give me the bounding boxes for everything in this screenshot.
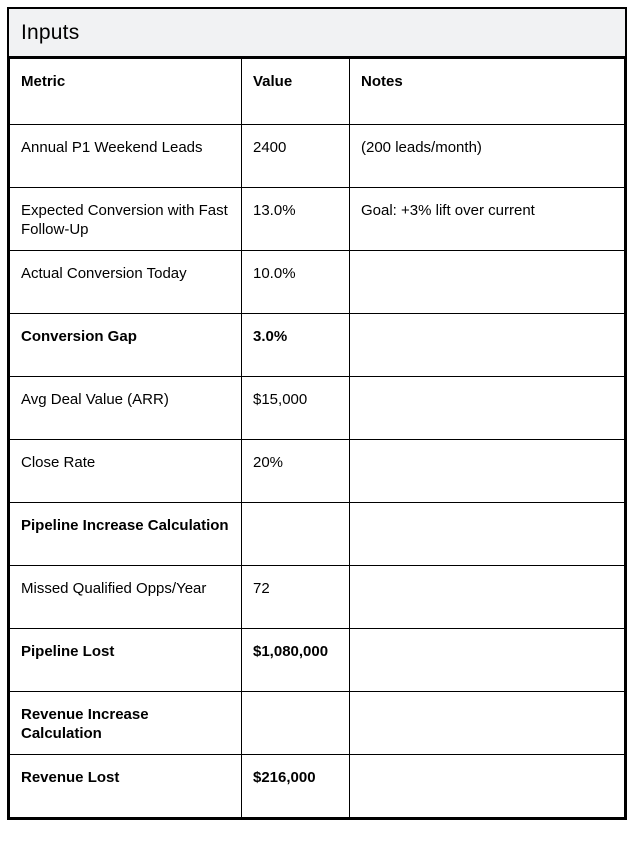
value-cell (242, 692, 350, 755)
metric-cell: Actual Conversion Today (10, 251, 242, 314)
notes-cell (350, 755, 625, 818)
notes-cell (350, 566, 625, 629)
metric-cell: Annual P1 Weekend Leads (10, 125, 242, 188)
metric-cell: Missed Qualified Opps/Year (10, 566, 242, 629)
notes-cell (350, 692, 625, 755)
metric-cell: Expected Conversion with Fast Follow-Up (10, 188, 242, 251)
table-row (10, 566, 625, 629)
value-cell: 10.0% (242, 251, 350, 314)
column-header-notes: Notes (350, 59, 625, 125)
value-cell: 2400 (242, 125, 350, 188)
table-row (10, 692, 625, 755)
table-row (10, 314, 625, 377)
table-row (10, 125, 625, 188)
value-cell: $1,080,000 (242, 629, 350, 692)
notes-cell (350, 251, 625, 314)
notes-cell (350, 377, 625, 440)
value-cell: 13.0% (242, 188, 350, 251)
metric-cell: Revenue Increase Calculation (10, 692, 242, 755)
metrics-table (9, 58, 625, 818)
value-cell (242, 503, 350, 566)
table-row (10, 251, 625, 314)
notes-cell: (200 leads/month) (350, 125, 625, 188)
inputs-table (7, 7, 627, 820)
metric-cell: Conversion Gap (10, 314, 242, 377)
header-row (10, 59, 625, 125)
metric-cell: Avg Deal Value (ARR) (10, 377, 242, 440)
metric-cell: Pipeline Increase Calculation (10, 503, 242, 566)
value-cell: 20% (242, 440, 350, 503)
column-header-value: Value (242, 59, 350, 125)
table-row (10, 629, 625, 692)
notes-cell (350, 503, 625, 566)
value-cell: 72 (242, 566, 350, 629)
table-title: Inputs (9, 9, 625, 58)
value-cell: 3.0% (242, 314, 350, 377)
notes-cell (350, 629, 625, 692)
metric-cell: Revenue Lost (10, 755, 242, 818)
value-cell: $216,000 (242, 755, 350, 818)
table-row (10, 188, 625, 251)
value-cell: $15,000 (242, 377, 350, 440)
metric-cell: Pipeline Lost (10, 629, 242, 692)
column-header-metric: Metric (10, 59, 242, 125)
table-row (10, 503, 625, 566)
metric-cell: Close Rate (10, 440, 242, 503)
notes-cell (350, 440, 625, 503)
notes-cell: Goal: +3% lift over current (350, 188, 625, 251)
table-row (10, 377, 625, 440)
notes-cell (350, 314, 625, 377)
table-row (10, 755, 625, 818)
table-row (10, 440, 625, 503)
